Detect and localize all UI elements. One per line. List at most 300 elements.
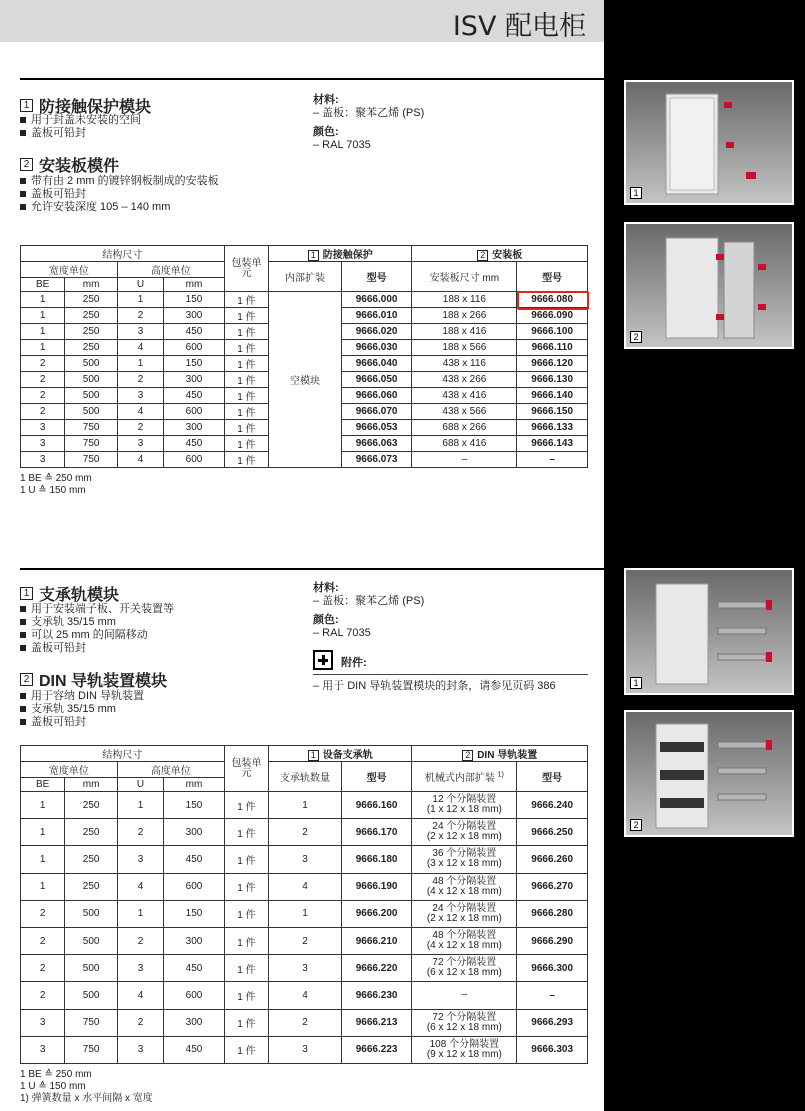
footnote: 1 U ≙ 150 mm — [20, 1081, 86, 1092]
footnote: 1) 弹簧数量 x 水平间隔 x 宽度 — [20, 1093, 153, 1104]
table-cell: 9666.040 — [341, 356, 412, 372]
table-cell: 2 — [21, 955, 65, 982]
table-cell: 1 件 — [224, 982, 268, 1009]
table-cell: 600 — [164, 452, 225, 468]
photo-image — [626, 570, 792, 693]
table-cell: 9666.133 — [517, 420, 588, 436]
table-cell: 1 件 — [224, 308, 268, 324]
table-cell: 9666.160 — [341, 792, 412, 819]
photo-image — [626, 82, 792, 203]
col-mm: mm — [164, 778, 225, 792]
section2-item1-title — [20, 582, 119, 605]
col-mm: mm — [65, 278, 117, 292]
col-be: BE — [21, 778, 65, 792]
bullet-item: 用于封盖未安装的空间 — [20, 114, 141, 127]
table-cell: 600 — [164, 873, 225, 900]
section1-item2-bullets — [20, 175, 219, 214]
table-cell: 9666.063 — [341, 436, 412, 452]
col-pack: 包装单元 — [224, 746, 268, 792]
table-cell: 2 — [21, 927, 65, 954]
table-cell: 2 — [117, 308, 163, 324]
bullet-item: 盖板可铅封 — [20, 127, 141, 140]
col-group-plate: 2 安装板 — [412, 246, 588, 262]
col-model2: 型号 — [517, 762, 588, 792]
table-row — [21, 819, 588, 846]
table-cell: 3 — [21, 420, 65, 436]
table-cell: 9666.010 — [341, 308, 412, 324]
table-cell: 9666.073 — [341, 452, 412, 468]
din-capacity: 36 个分隔装置 — [432, 848, 497, 860]
col-height-units: 高度单位 — [117, 762, 224, 778]
table-cell: 500 — [65, 955, 117, 982]
table-row — [21, 792, 588, 819]
number-box: 2 — [20, 158, 33, 171]
table-cell: 9666.230 — [341, 982, 412, 1009]
table-cell: 9666.223 — [341, 1036, 412, 1063]
section1-material-info — [313, 94, 424, 152]
table-cell: 1 — [21, 846, 65, 873]
table-cell: 9666.240 — [517, 792, 588, 819]
table-cell: 1 件 — [224, 404, 268, 420]
col-mm: mm — [164, 278, 225, 292]
table-cell: 9666.260 — [517, 846, 588, 873]
table-cell: 450 — [164, 436, 225, 452]
table-cell: 250 — [65, 873, 117, 900]
number-box: 1 — [20, 99, 33, 112]
table-cell: 1 件 — [224, 452, 268, 468]
table-cell: 450 — [164, 324, 225, 340]
table-cell: 500 — [65, 356, 117, 372]
din-module-illustration — [626, 712, 792, 835]
table-cell: 500 — [65, 982, 117, 1009]
bullet-item: 可以 25 mm 的间隔移动 — [20, 629, 174, 642]
din-capacity: 48 个分隔装置 — [432, 875, 497, 887]
table-cell: 3 — [269, 1036, 342, 1063]
product-photo — [624, 80, 794, 205]
table-cell: 9666.303 — [517, 1036, 588, 1063]
table-cell: 750 — [65, 420, 117, 436]
table-cell: 9666.143 — [517, 436, 588, 452]
table-cell: 300 — [164, 819, 225, 846]
col-width-units: 宽度单位 — [21, 262, 118, 278]
table-cell: 1 件 — [224, 340, 268, 356]
table-cell: 9666.180 — [341, 846, 412, 873]
table-cell: 250 — [65, 792, 117, 819]
accessory-divider — [313, 674, 588, 675]
accessory-label: 附件: — [341, 657, 367, 669]
table-cell: 188 x 566 — [412, 340, 517, 356]
table-cell: 1 件 — [224, 388, 268, 404]
din-dimensions: (4 x 12 x 18 mm) — [426, 885, 502, 897]
table-cell: 688 x 416 — [412, 436, 517, 452]
table-cell: 1 — [21, 819, 65, 846]
section2-material-info — [313, 582, 424, 640]
section-divider — [20, 568, 604, 570]
table-cell: 3 — [117, 388, 163, 404]
din-capacity-cell — [412, 900, 517, 927]
table-cell: 3 — [269, 846, 342, 873]
table-cell: 1 件 — [224, 819, 268, 846]
col-group-structure: 结构尺寸 — [21, 246, 225, 262]
table-cell: 188 x 416 — [412, 324, 517, 340]
table-cell: – — [412, 452, 517, 468]
support-rail-illustration — [626, 570, 792, 693]
mounting-plate-illustration — [626, 224, 792, 347]
table-cell: 1 件 — [224, 900, 268, 927]
table-cell: 438 x 566 — [412, 404, 517, 420]
table-row — [21, 292, 588, 308]
material-label: 材料: — [313, 94, 339, 106]
photo-number: 1 — [630, 677, 642, 689]
footnote: 1 U ≙ 150 mm — [20, 485, 86, 496]
col-width-units: 宽度单位 — [21, 762, 118, 778]
table-cell: 1 件 — [224, 1036, 268, 1063]
din-capacity-cell — [412, 1036, 517, 1063]
table-cell: 2 — [21, 404, 65, 420]
table-cell: 9666.000 — [341, 292, 412, 308]
table-cell: 600 — [164, 982, 225, 1009]
section-heading: 支承轨模块 — [39, 587, 120, 604]
table-cell: 9666.080 — [517, 292, 588, 308]
table-cell: 3 — [117, 1036, 163, 1063]
table-cell: 9666.130 — [517, 372, 588, 388]
section1-item2-title — [20, 153, 119, 176]
col-model1: 型号 — [341, 762, 412, 792]
section2-item2-title — [20, 668, 167, 691]
table-cell: 1 — [117, 792, 163, 819]
number-box: 1 — [20, 587, 33, 600]
table-row — [21, 1009, 588, 1036]
bullet-item: 盖板可铅封 — [20, 188, 219, 201]
table-cell: 2 — [21, 372, 65, 388]
col-rail-count: 支承轨数量 — [269, 762, 342, 792]
plus-icon — [313, 650, 333, 670]
table-cell: 9666.280 — [517, 900, 588, 927]
table-cell: 9666.213 — [341, 1009, 412, 1036]
col-pack: 包装单元 — [224, 246, 268, 292]
table-cell: 2 — [117, 372, 163, 388]
product-photo — [624, 222, 794, 349]
photo-image — [626, 224, 792, 347]
table-cell: 9666.070 — [341, 404, 412, 420]
footnote: 1 BE ≙ 250 mm — [20, 473, 92, 484]
din-capacity: 24 个分隔装置 — [432, 821, 497, 833]
col-mm: mm — [65, 778, 117, 792]
table-cell: 3 — [21, 436, 65, 452]
table-cell: – — [517, 982, 588, 1009]
photo-image — [626, 712, 792, 835]
table-cell: 3 — [21, 1009, 65, 1036]
table-cell: 450 — [164, 846, 225, 873]
table-row — [21, 873, 588, 900]
table-cell: – — [517, 452, 588, 468]
din-capacity-cell — [412, 846, 517, 873]
product-photo — [624, 568, 794, 695]
material-label: 材料: — [313, 582, 339, 594]
table-cell: 9666.110 — [517, 340, 588, 356]
highlight-box — [517, 291, 589, 310]
section-heading: DIN 导轨装置模块 — [39, 673, 168, 690]
bullet-item: 允许安装深度 105 – 140 mm — [20, 201, 219, 214]
section1-footnotes — [20, 473, 92, 497]
section2-spec-table — [20, 745, 588, 1064]
table-cell: 300 — [164, 927, 225, 954]
photo-number: 2 — [630, 331, 642, 343]
table-cell: 4 — [117, 873, 163, 900]
bullet-item: 用于容纳 DIN 导轨装置 — [20, 690, 144, 703]
bullet-item: 用于安装端子板、开关装置等 — [20, 603, 174, 616]
number-box: 2 — [20, 673, 33, 686]
table-cell: 438 x 416 — [412, 388, 517, 404]
table-cell: 2 — [117, 1009, 163, 1036]
table-cell: 1 — [269, 792, 342, 819]
din-capacity-cell — [412, 927, 517, 954]
table-cell: 4 — [117, 340, 163, 356]
table-cell: 250 — [65, 324, 117, 340]
din-capacity: 48 个分隔装置 — [432, 930, 497, 942]
table-cell: 1 — [21, 324, 65, 340]
table-cell: 250 — [65, 819, 117, 846]
table-cell: 450 — [164, 388, 225, 404]
table-cell: 300 — [164, 420, 225, 436]
table-cell: 9666.053 — [341, 420, 412, 436]
page-title: ISV 配电柜 — [452, 11, 586, 42]
table-cell: 1 件 — [224, 356, 268, 372]
din-capacity: 108 个分隔装置 — [429, 1038, 500, 1050]
table-cell: 438 x 116 — [412, 356, 517, 372]
section2-item2-bullets — [20, 690, 144, 729]
table-cell: 1 件 — [224, 436, 268, 452]
table-cell: 750 — [65, 436, 117, 452]
table-cell: 3 — [21, 1036, 65, 1063]
table-cell: 300 — [164, 308, 225, 324]
photo-number: 2 — [630, 819, 642, 831]
table-cell: 438 x 266 — [412, 372, 517, 388]
table-cell: 3 — [269, 955, 342, 982]
table-cell: 250 — [65, 308, 117, 324]
din-dimensions: (2 x 12 x 18 mm) — [426, 831, 502, 843]
table-cell: 9666.100 — [517, 324, 588, 340]
table-cell: 9666.120 — [517, 356, 588, 372]
col-internal: 内部扩装 — [269, 262, 342, 292]
table-cell: 1 件 — [224, 792, 268, 819]
table-row — [21, 846, 588, 873]
bullet-item: 带有由 2 mm 的镀锌钢板制成的安装板 — [20, 175, 219, 188]
table-cell: 2 — [21, 982, 65, 1009]
din-capacity: 72 个分隔装置 — [432, 1011, 497, 1023]
table-cell: 2 — [117, 420, 163, 436]
table-cell: 500 — [65, 404, 117, 420]
internal-cell: 空模块 — [269, 292, 342, 468]
table-cell: 2 — [117, 927, 163, 954]
section1-item1-bullets — [20, 114, 141, 140]
col-u: U — [117, 278, 163, 292]
table-cell: 1 件 — [224, 1009, 268, 1036]
table-row — [21, 982, 588, 1009]
table-cell: 9666.140 — [517, 388, 588, 404]
table-cell: 1 件 — [224, 955, 268, 982]
color-label: 颜色: — [313, 614, 339, 626]
col-height-units: 高度单位 — [117, 262, 224, 278]
table-cell: 2 — [21, 356, 65, 372]
din-capacity-cell — [412, 819, 517, 846]
table-cell: 1 — [117, 900, 163, 927]
accessory-header — [313, 650, 367, 670]
table-cell: 9666.030 — [341, 340, 412, 356]
bullet-item: 盖板可铅封 — [20, 642, 174, 655]
col-model1: 型号 — [341, 262, 412, 292]
table-cell: 300 — [164, 1009, 225, 1036]
din-capacity: 72 个分隔装置 — [432, 957, 497, 969]
table-cell: 750 — [65, 1036, 117, 1063]
table-cell: 1 件 — [224, 420, 268, 436]
table-row — [21, 900, 588, 927]
table-cell: 188 x 116 — [412, 292, 517, 308]
table-cell: 9666.190 — [341, 873, 412, 900]
table-cell: 4 — [269, 982, 342, 1009]
table-cell: 150 — [164, 356, 225, 372]
din-capacity: – — [461, 989, 468, 1001]
color-label: 颜色: — [313, 126, 339, 138]
table-cell: 9666.150 — [517, 404, 588, 420]
table-cell: 600 — [164, 404, 225, 420]
color-value: – RAL 7035 — [313, 139, 371, 151]
din-capacity-cell — [412, 982, 517, 1009]
din-dimensions: (1 x 12 x 18 mm) — [426, 804, 502, 816]
material-value: – 盖板：聚苯乙烯 (PS) — [313, 595, 425, 607]
table-cell: 4 — [269, 873, 342, 900]
table-cell: 188 x 266 — [412, 308, 517, 324]
table-cell: 688 x 266 — [412, 420, 517, 436]
table-cell: 2 — [21, 388, 65, 404]
material-value: – 盖板：聚苯乙烯 (PS) — [313, 107, 425, 119]
table-cell: 1 — [21, 340, 65, 356]
table-cell: 3 — [117, 324, 163, 340]
table-cell: 1 — [21, 308, 65, 324]
table-cell: 9666.090 — [517, 308, 588, 324]
table-cell: 250 — [65, 292, 117, 308]
table-cell: 4 — [117, 452, 163, 468]
din-capacity-cell — [412, 873, 517, 900]
section2-footnotes — [20, 1069, 153, 1105]
table-cell: 3 — [117, 846, 163, 873]
din-capacity: 24 个分隔装置 — [432, 902, 497, 914]
table-cell: 3 — [117, 955, 163, 982]
table-cell: 450 — [164, 955, 225, 982]
col-group-rail: 1 设备支承轨 — [269, 746, 412, 762]
table-cell: 1 件 — [224, 372, 268, 388]
table-cell: 1 — [21, 792, 65, 819]
din-dimensions: (4 x 12 x 18 mm) — [426, 940, 502, 952]
table-cell: 9666.290 — [517, 927, 588, 954]
table-cell: 2 — [269, 1009, 342, 1036]
product-photo — [624, 710, 794, 837]
table-cell: 600 — [164, 340, 225, 356]
table-cell: 750 — [65, 452, 117, 468]
col-mech: 机械式内部扩装 $^{1)}$ — [412, 762, 517, 792]
table-cell: 500 — [65, 900, 117, 927]
din-dimensions: (9 x 12 x 18 mm) — [426, 1048, 502, 1060]
bullet-item: 支承轨 35/15 mm — [20, 616, 174, 629]
col-be: BE — [21, 278, 65, 292]
table-cell: 150 — [164, 792, 225, 819]
col-group-protection: 1 防接触保护 — [269, 246, 412, 262]
table-cell: 2 — [269, 927, 342, 954]
table-cell: 1 — [117, 292, 163, 308]
table-cell: 150 — [164, 900, 225, 927]
table-cell: 2 — [21, 900, 65, 927]
col-model2: 型号 — [517, 262, 588, 292]
table-cell: 500 — [65, 388, 117, 404]
table-cell: 750 — [65, 1009, 117, 1036]
color-value: – RAL 7035 — [313, 627, 371, 639]
table-row — [21, 1036, 588, 1063]
page-header — [0, 0, 604, 42]
table-cell: 1 件 — [224, 324, 268, 340]
table-cell: 9666.220 — [341, 955, 412, 982]
col-group-din: 2 DIN 导轨装置 — [412, 746, 588, 762]
col-plate-size: 安装板尺寸 mm — [412, 262, 517, 292]
bullet-item: 支承轨 35/15 mm — [20, 703, 144, 716]
footnote: 1 BE ≙ 250 mm — [20, 1069, 92, 1080]
din-capacity-cell — [412, 955, 517, 982]
table-cell: 9666.293 — [517, 1009, 588, 1036]
table-cell: 450 — [164, 1036, 225, 1063]
col-group-structure: 结构尺寸 — [21, 746, 225, 762]
din-dimensions: (2 x 12 x 18 mm) — [426, 912, 502, 924]
table-cell: 1 件 — [224, 292, 268, 308]
table-cell: 1 — [21, 292, 65, 308]
section1-spec-table — [20, 245, 588, 468]
din-dimensions: (6 x 12 x 18 mm) — [426, 1021, 502, 1033]
table-cell: 9666.210 — [341, 927, 412, 954]
table-cell: 1 件 — [224, 873, 268, 900]
table-cell: 1 — [269, 900, 342, 927]
section-divider — [20, 78, 604, 80]
table-cell: 3 — [21, 452, 65, 468]
table-cell: 150 — [164, 292, 225, 308]
table-cell: 4 — [117, 982, 163, 1009]
section2-item1-bullets — [20, 603, 174, 655]
table-cell: 300 — [164, 372, 225, 388]
col-u: U — [117, 778, 163, 792]
table-cell: 250 — [65, 846, 117, 873]
table-row — [21, 927, 588, 954]
table-cell: 1 件 — [224, 927, 268, 954]
table-cell: 9666.270 — [517, 873, 588, 900]
table-cell: 3 — [117, 436, 163, 452]
din-dimensions: (6 x 12 x 18 mm) — [426, 967, 502, 979]
table-cell: 9666.050 — [341, 372, 412, 388]
table-cell: 2 — [269, 819, 342, 846]
din-capacity-cell — [412, 792, 517, 819]
table-cell: 2 — [117, 819, 163, 846]
section-heading: 安装板模件 — [39, 158, 120, 175]
section-heading: 防接触保护模块 — [39, 99, 152, 116]
din-capacity-cell — [412, 1009, 517, 1036]
table-cell: 4 — [117, 404, 163, 420]
din-dimensions: (3 x 12 x 18 mm) — [426, 858, 502, 870]
photo-number: 1 — [630, 187, 642, 199]
table-cell: 9666.170 — [341, 819, 412, 846]
table-cell: 9666.250 — [517, 819, 588, 846]
bullet-item: 盖板可铅封 — [20, 716, 144, 729]
table-row — [21, 955, 588, 982]
table-cell: 9666.060 — [341, 388, 412, 404]
accessory-value: – 用于 DIN 导轨装置模块的封条，请参见页码 386 — [313, 680, 556, 692]
table-cell: 9666.020 — [341, 324, 412, 340]
table-cell: 500 — [65, 927, 117, 954]
